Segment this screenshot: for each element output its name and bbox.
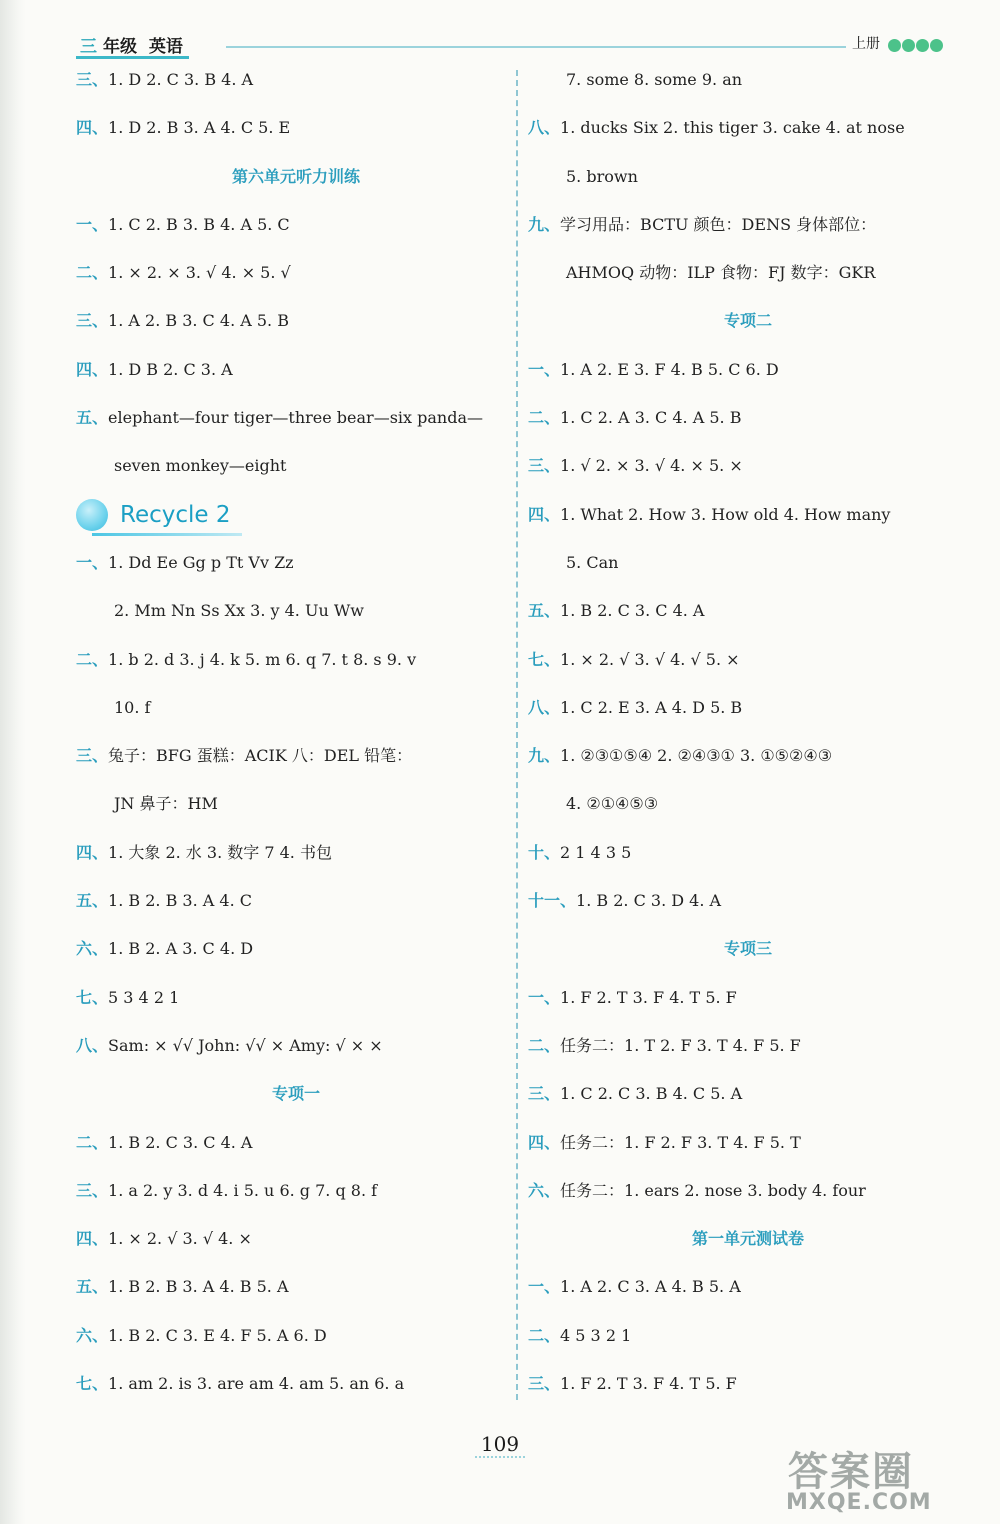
answer-line (528, 976, 968, 1024)
answer-text: 1. C 2. E 3. A 4. D 5. B (560, 697, 743, 717)
volume-label: 上册 (852, 36, 880, 52)
answer-text: 任务二：1. ears 2. nose 3. body 4. four (560, 1180, 866, 1200)
question-number: 三、 (528, 456, 561, 476)
answer-continuation: 4. ②①④⑤③ (566, 794, 659, 814)
section-title: 第一单元测试卷 (691, 1229, 804, 1249)
section-title: 专项二 (723, 311, 772, 331)
answer-line (76, 58, 516, 106)
section-title: 第六单元听力训练 (231, 166, 360, 186)
answer-text: Sam: × √√ John: √√ × Amy: √ × × (108, 1035, 383, 1055)
left-answer-column (76, 58, 516, 1410)
answer-line (76, 734, 516, 782)
question-number: 九、 (528, 746, 561, 766)
answer-line (76, 1265, 516, 1313)
question-number: 四、 (76, 842, 109, 862)
question-number: 十一、 (528, 891, 577, 911)
answer-line (76, 879, 516, 927)
answer-text: elephant—four tiger—three bear—six panda— (108, 408, 483, 428)
question-number: 五、 (528, 601, 561, 621)
answer-text: 1. √ 2. × 3. √ 4. × 5. × (560, 456, 743, 476)
answer-line (528, 203, 968, 251)
answer-continuation: 5. brown (566, 166, 638, 186)
answer-text: 1. B 2. C 3. C 4. A (108, 1132, 253, 1152)
question-number: 二、 (76, 263, 109, 283)
recycle-title: Recycle 2 (120, 501, 231, 528)
question-number: 六、 (76, 1325, 109, 1345)
watermark-text: 答案圈 (788, 1449, 914, 1495)
answer-line (76, 1362, 516, 1410)
page-header (76, 30, 956, 60)
answer-line (528, 1314, 968, 1362)
answer-line (76, 299, 516, 347)
answer-line (528, 1024, 968, 1072)
question-number: 三、 (76, 1180, 109, 1200)
question-number: 二、 (528, 1325, 561, 1345)
question-number: 一、 (528, 987, 561, 1007)
answer-line (528, 493, 968, 541)
answer-text: 5 3 4 2 1 (108, 987, 180, 1007)
answer-line (76, 831, 516, 879)
answer-text: 1. B 2. A 3. C 4. D (108, 939, 254, 959)
answer-text: 1. B 2. B 3. A 4. C (108, 891, 252, 911)
answer-text: 兔子：BFG 蛋糕：ACIK 八：DEL 铅笔： (108, 746, 413, 766)
question-number: 十、 (528, 842, 561, 862)
answer-line (76, 396, 516, 444)
watermark-url: MXQE.COM (786, 1490, 932, 1515)
watermark-logo (782, 1440, 992, 1520)
answer-text: 1. C 2. B 3. B 4. A 5. C (108, 214, 290, 234)
answer-text: 1. am 2. is 3. are am 4. am 5. an 6. a (108, 1374, 405, 1394)
recycle-ball-icon (76, 499, 108, 531)
answer-line (528, 1362, 968, 1410)
question-number: 五、 (76, 1277, 109, 1297)
answer-text: 1. × 2. √ 3. √ 4. × (108, 1229, 252, 1249)
answer-text: 1. Dd Ee Gg p Tt Vv Zz (108, 552, 294, 572)
question-number: 一、 (528, 359, 561, 379)
answer-line (76, 203, 516, 251)
answer-line (528, 589, 968, 637)
question-number: 二、 (76, 649, 109, 669)
question-number: 八、 (528, 118, 561, 138)
question-number: 五、 (76, 408, 109, 428)
question-number: 一、 (528, 1277, 561, 1297)
question-number: 二、 (528, 408, 561, 428)
answer-line (76, 251, 516, 299)
answer-continuation: 2. Mm Nn Ss Xx 3. y 4. Uu Ww (114, 601, 364, 621)
header-decoration-dots (888, 37, 944, 56)
answer-line (528, 686, 968, 734)
question-number: 八、 (76, 1035, 109, 1055)
answer-line (528, 348, 968, 396)
right-answer-column (528, 58, 968, 1410)
answer-line (528, 638, 968, 686)
answer-text: 1. D 2. B 3. A 4. C 5. E (108, 118, 291, 138)
answer-text: 4 5 3 2 1 (560, 1325, 632, 1345)
page-number: 109 (0, 1432, 1000, 1456)
answer-line (76, 1314, 516, 1362)
grade-subject-label (76, 32, 189, 59)
answer-text: 任务二：1. F 2. F 3. T 4. F 5. T (560, 1132, 801, 1152)
answer-text: 1. C 2. C 3. B 4. C 5. A (560, 1084, 743, 1104)
answer-line (528, 396, 968, 444)
question-number: 二、 (76, 1132, 109, 1152)
grade-number: 三 (80, 37, 97, 57)
answer-text: 1. F 2. T 3. F 4. T 5. F (560, 1374, 737, 1394)
answer-text: 1. ②③①⑤④ 2. ②④③① 3. ①⑤②④③ (560, 746, 833, 766)
answer-text: 1. B 2. C 3. E 4. F 5. A 6. D (108, 1325, 327, 1345)
question-number: 一、 (76, 552, 109, 572)
answer-text: 1. A 2. E 3. F 4. B 5. C 6. D (560, 359, 779, 379)
answer-line (528, 879, 968, 927)
question-number: 三、 (76, 311, 109, 331)
answer-text: 1. 大象 2. 水 3. 数字 7 4. 书包 (108, 842, 332, 862)
answer-text: 1. B 2. B 3. A 4. B 5. A (108, 1277, 289, 1297)
subject-label: 英语 (148, 37, 183, 57)
question-number: 四、 (528, 1132, 561, 1152)
question-number: 三、 (76, 70, 109, 89)
question-number: 三、 (76, 746, 109, 766)
answer-line (76, 348, 516, 396)
answer-text: 1. a 2. y 3. d 4. i 5. u 6. g 7. q 8. f (108, 1180, 378, 1200)
question-number: 五、 (76, 891, 109, 911)
answer-text: 1. B 2. C 3. C 4. A (560, 601, 705, 621)
answer-line (528, 1121, 968, 1169)
answer-text: 1. ducks Six 2. this tiger 3. cake 4. at nose (560, 118, 905, 138)
answer-line (76, 106, 516, 154)
section-title: 专项一 (271, 1084, 320, 1104)
answer-line (528, 106, 968, 154)
answer-text: 1. F 2. T 3. F 4. T 5. F (560, 987, 737, 1007)
answer-line (528, 444, 968, 492)
answer-line (528, 1072, 968, 1120)
answer-text: 1. What 2. How 3. How old 4. How many (560, 504, 891, 524)
answer-line (528, 1169, 968, 1217)
question-number: 六、 (528, 1180, 561, 1200)
question-number: 六、 (76, 939, 109, 959)
answer-line (76, 1169, 516, 1217)
question-number: 七、 (76, 1374, 109, 1394)
question-number: 八、 (528, 697, 561, 717)
answer-text: 1. D 2. C 3. B 4. A (108, 70, 254, 89)
answer-text: 1. × 2. √ 3. √ 4. √ 5. × (560, 649, 740, 669)
answer-line (528, 734, 968, 782)
question-number: 一、 (76, 214, 109, 234)
question-number: 四、 (528, 504, 561, 524)
answer-line (76, 1217, 516, 1265)
answer-continuation: 10. f (114, 697, 151, 717)
answer-text: 任务二：1. T 2. F 3. T 4. F 5. F (560, 1035, 801, 1055)
answer-continuation: 5. Can (566, 552, 619, 572)
question-number: 三、 (528, 1374, 561, 1394)
recycle-heading (76, 493, 516, 541)
answer-line (76, 1024, 516, 1072)
answer-line (528, 1265, 968, 1313)
answer-text: 1. × 2. × 3. √ 4. × 5. √ (108, 263, 291, 283)
answer-continuation: AHMOQ 动物：ILP 食物：FJ 数字：GKR (566, 263, 876, 283)
answer-line (76, 976, 516, 1024)
answer-text: 学习用品：BCTU 颜色：DENS 身体部位： (560, 214, 877, 234)
section-title: 专项三 (723, 939, 772, 959)
answer-text: 2 1 4 3 5 (560, 842, 632, 862)
question-number: 九、 (528, 214, 561, 234)
question-number: 七、 (76, 987, 109, 1007)
column-divider (516, 70, 518, 1400)
answer-line (76, 541, 516, 589)
answer-line (528, 831, 968, 879)
answer-continuation: 7. some 8. some 9. an (566, 70, 743, 89)
answer-line (76, 638, 516, 686)
answer-text: 1. D B 2. C 3. A (108, 359, 233, 379)
question-number: 三、 (528, 1084, 561, 1104)
header-rule (226, 46, 846, 48)
page-edge-shadow (0, 0, 26, 1524)
question-number: 四、 (76, 359, 109, 379)
answer-line (76, 1121, 516, 1169)
question-number: 四、 (76, 1229, 109, 1249)
answer-text: 1. C 2. A 3. C 4. A 5. B (560, 408, 742, 428)
answer-text: 1. b 2. d 3. j 4. k 5. m 6. q 7. t 8. s 9. v (108, 649, 417, 669)
question-number: 四、 (76, 118, 109, 138)
answer-line (76, 927, 516, 975)
answer-continuation: JN 鼻子：HM (114, 794, 218, 814)
question-number: 二、 (528, 1035, 561, 1055)
answer-text: 1. A 2. C 3. A 4. B 5. A (560, 1277, 741, 1297)
answer-text: 1. A 2. B 3. C 4. A 5. B (108, 311, 289, 331)
grade-label: 年级 (103, 37, 137, 57)
question-number: 七、 (528, 649, 561, 669)
answer-continuation: seven monkey—eight (114, 456, 287, 476)
answer-text: 1. B 2. C 3. D 4. A (576, 891, 722, 911)
